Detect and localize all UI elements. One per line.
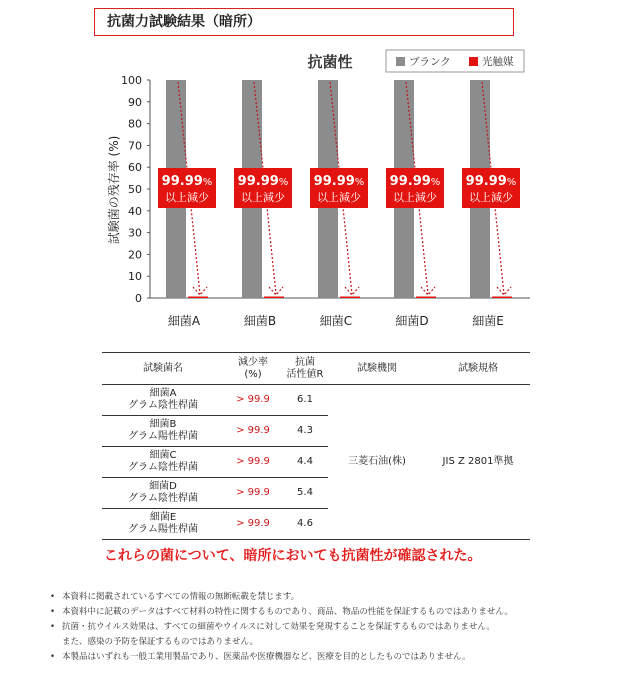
callout-text: 以上減少 [469, 191, 513, 204]
y-axis-label: 試験菌の残存率 (%) [107, 135, 121, 245]
col-header-bacteria: 試験菌名 [102, 353, 224, 385]
chart-title: 抗菌性 [307, 53, 353, 71]
callout-text: 以上減少 [317, 191, 361, 204]
x-tick-label: 細菌A [167, 314, 201, 328]
legend-label-photocatalyst: 光触媒 [482, 56, 514, 68]
col-header-activity: 抗菌 活性値R [282, 353, 328, 385]
bar-photocatalyst [492, 297, 512, 299]
x-tick-label: 細菌E [472, 314, 504, 328]
callout-text: 以上減少 [393, 191, 437, 204]
y-tick-label: 60 [128, 161, 142, 175]
y-tick-label: 90 [128, 95, 142, 109]
page-title: 抗菌力試験結果（暗所） [94, 8, 514, 36]
x-tick-label: 細菌D [395, 314, 429, 328]
note-item: • 抗菌・抗ウイルス効果は、すべての細菌やウイルスに対して効果を発現することを保証するものではありません。 [50, 620, 620, 635]
callout-percent: 99.99% [237, 174, 289, 189]
legend-label-blank: ブランク [409, 56, 451, 68]
bar-photocatalyst [416, 297, 436, 299]
disclaimer-notes [50, 590, 620, 665]
table-row: 細菌A グラム陰性桿菌 > 99.9 6.1 三菱石油(株) JIS Z 2801準拠 [102, 385, 530, 416]
col-header-standard: 試験規格 [426, 353, 530, 385]
note-item: • 本資料に掲載されているすべての情報の無断転載を禁じます。 [50, 590, 620, 605]
y-tick-label: 20 [128, 248, 142, 262]
x-tick-label: 細菌C [319, 314, 353, 328]
y-tick-label: 0 [135, 292, 142, 305]
callout-text: 以上減少 [241, 191, 285, 204]
bar-photocatalyst [264, 297, 284, 299]
callout-percent: 99.99% [313, 174, 365, 189]
y-tick-label: 100 [121, 74, 142, 87]
bar-photocatalyst [340, 297, 360, 299]
callout-percent: 99.99% [389, 174, 441, 189]
y-tick-label: 50 [128, 183, 142, 196]
chart-legend [386, 50, 524, 72]
table-row: 細菌C グラム陰性桿菌 > 99.9 4.4 [102, 447, 530, 478]
note-item: また、感染の予防を保証するものではありません。 [62, 637, 259, 647]
table-row: 細菌E グラム陽性桿菌 > 99.9 4.6 [102, 509, 530, 540]
bar-photocatalyst [188, 297, 208, 299]
col-header-institution: 試験機関 [328, 353, 426, 385]
y-tick-label: 70 [128, 139, 142, 153]
y-tick-label: 10 [128, 270, 142, 284]
table-header-row [102, 353, 530, 385]
callout-percent: 99.99% [161, 174, 213, 189]
callout-percent: 99.99% [465, 174, 517, 189]
antibacterial-chart [0, 40, 630, 340]
callout-text: 以上減少 [165, 191, 209, 204]
note-item: • 本資料中に記載のデータはすべて材料の特性に関するものであり、商品、物品の性能を保証するものではありません。 [50, 605, 620, 620]
y-tick-label: 40 [128, 204, 142, 218]
table-row: 細菌D グラム陰性桿菌 > 99.9 5.4 [102, 478, 530, 509]
standard-cell: JIS Z 2801準拠 [426, 385, 530, 540]
legend-swatch-blank [396, 57, 405, 66]
x-tick-label: 細菌B [243, 314, 277, 328]
y-tick-label: 30 [128, 226, 142, 240]
legend-swatch-photocatalyst [469, 57, 478, 66]
y-tick-label: 80 [128, 117, 142, 131]
note-item: • 本製品はいずれも一般工業用製品であり、医薬品や医療機器など、医療を目的としたものではありません。 [50, 650, 620, 665]
conclusion-text: これらの菌について、暗所においても抗菌性が確認された。 [104, 548, 482, 564]
table-row: 細菌B グラム陽性桿菌 > 99.9 4.3 [102, 416, 530, 447]
results-table [102, 352, 530, 540]
institution-cell: 三菱石油(株) [328, 385, 426, 540]
col-header-reduction: 減少率 (%) [224, 353, 282, 385]
